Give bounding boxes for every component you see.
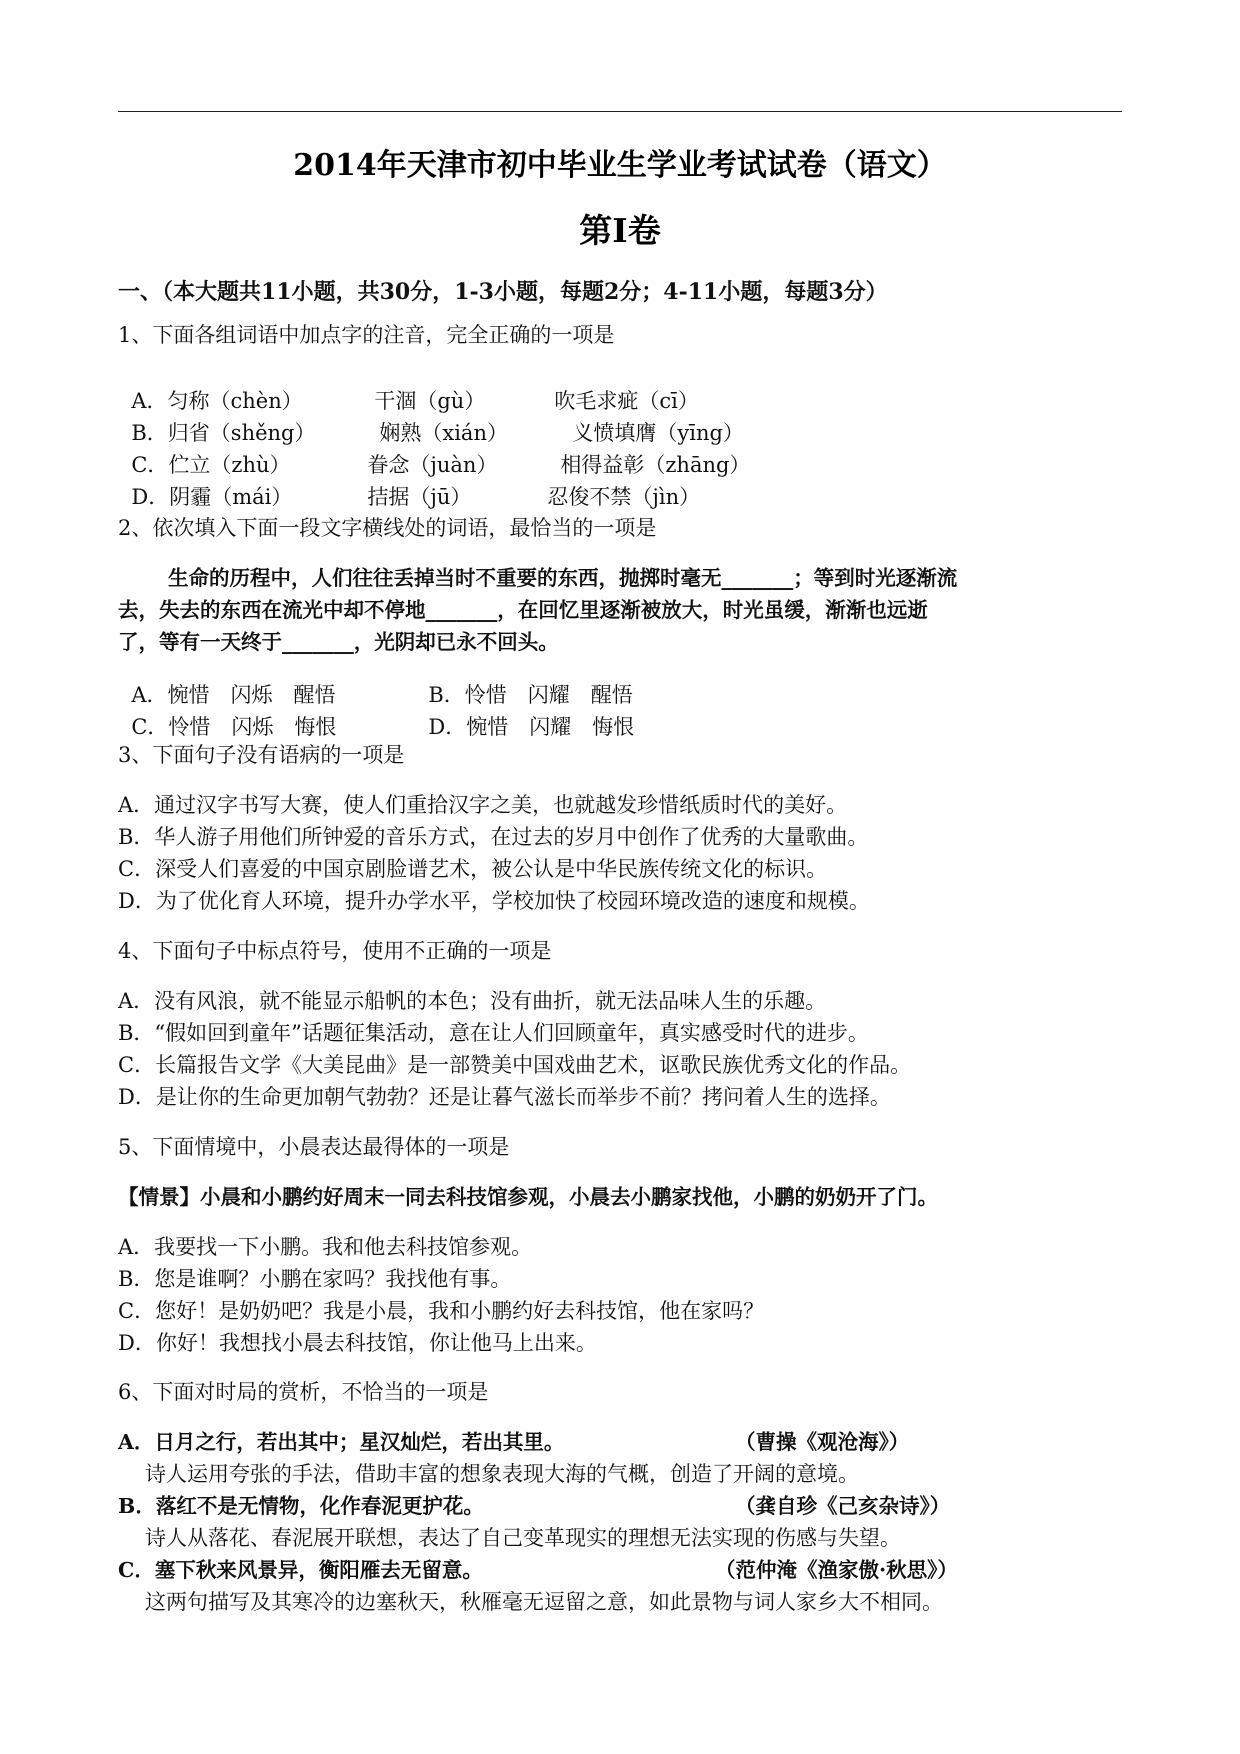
question-2-passage-line-1: 生命的历程中，人们往往丢掉当时不重要的东西，抛掷时毫无_______；等到时光逐渐流	[168, 566, 958, 590]
question-6-option-b-note: 诗人从落花、春泥展开联想，表达了自己变革现实的理想无法实现的伤感与失望。	[145, 1526, 901, 1550]
question-2-passage-line-3: 了，等有一天终于_______，光阴却已永不回头。	[118, 630, 559, 654]
question-2-passage-line-2: 去，失去的东西在流光中却不停地_______，在回忆里逐渐被放大，时光虽缓，渐渐也远逝	[118, 598, 928, 622]
question-5-stem: 5、下面情境中，小晨表达最得体的一项是	[118, 1135, 510, 1159]
question-6-option-c-source: （范仲淹《渔家傲·秋思》）	[715, 1558, 958, 1582]
question-4-option-a[interactable]: A．没有风浪，就不能显示船帆的本色；没有曲折，就无法品味人生的乐趣。	[118, 989, 827, 1013]
question-4-option-c[interactable]: C．长篇报告文学《大美昆曲》是一部赞美中国戏曲艺术，讴歌民族优秀文化的作品。	[118, 1053, 912, 1077]
question-6-option-a-source: （曹操《观沧海》）	[735, 1430, 910, 1454]
question-6-option-c-verse[interactable]: C．塞下秋来风景异，衡阳雁去无留意。	[118, 1558, 483, 1582]
question-5-option-b[interactable]: B．您是谁啊？小鹏在家吗？我找他有事。	[118, 1267, 512, 1291]
question-3-option-d[interactable]: D．为了优化育人环境，提升办学水平，学校加快了校园环境改造的速度和规模。	[118, 889, 870, 913]
question-6-option-b-source: （龚自珍《己亥杂诗》）	[735, 1494, 951, 1518]
volume-title: 第Ⅰ卷	[579, 211, 661, 250]
question-1-stem: 1、下面各组词语中加点字的注音，完全正确的一项是	[118, 323, 615, 347]
question-5-option-d[interactable]: D．你好！我想找小晨去科技馆，你让他马上出来。	[118, 1331, 597, 1355]
question-5-option-a[interactable]: A．我要找一下小鹏。我和他去科技馆参观。	[118, 1235, 533, 1259]
option-a-part-3: 吹毛求疵（cī）	[554, 389, 699, 413]
option-d-part-3: 忍俊不禁（jìn）	[547, 485, 701, 509]
section-heading: 一、（本大题共11小题，共30分，1-3小题，每题2分；4-11小题，每题3分）	[118, 279, 888, 305]
question-6-option-c-note: 这两句描写及其寒冷的边塞秋天，秋雁毫无逗留之意，如此景物与词人家乡大不相同。	[145, 1590, 943, 1614]
option-a-part-2: 干涸（gù）	[374, 389, 486, 413]
option-a[interactable]: A．惋惜 闪烁 醒悟	[131, 683, 336, 707]
question-3-option-a[interactable]: A．通过汉字书写大赛，使人们重拾汉字之美，也就越发珍惜纸质时代的美好。	[118, 793, 848, 817]
option-c-part-2: 眷念（juàn）	[367, 453, 498, 477]
question-6-option-a-note: 诗人运用夸张的手法，借助丰富的想象表现大海的气概，创造了开阔的意境。	[145, 1462, 859, 1486]
question-2-stem: 2、依次填入下面一段文字横线处的词语，最恰当的一项是	[118, 516, 657, 540]
question-6-option-b-verse[interactable]: B．落红不是无情物，化作春泥更护花。	[118, 1494, 484, 1518]
header-rule	[118, 111, 1122, 112]
option-d-part-2: 拮据（jū）	[367, 485, 472, 509]
option-b[interactable]: B．怜惜 闪耀 醒悟	[428, 683, 633, 707]
option-b-part-2: 娴熟（xián）	[379, 421, 508, 445]
question-4-option-b[interactable]: B．“假如回到童年”话题征集活动，意在让人们回顾童年，真实感受时代的进步。	[118, 1021, 869, 1045]
question-2-options-row-2[interactable]	[118, 696, 634, 738]
question-4-option-d[interactable]: D．是让你的生命更加朝气勃勃？还是让暮气滋长而举步不前？拷问着人生的选择。	[118, 1085, 891, 1109]
option-d[interactable]: D．惋惜 闪耀 悔恨	[428, 715, 635, 739]
option-c-part-3: 相得益彰（zhāng）	[560, 453, 751, 477]
question-3-option-b[interactable]: B．华人游子用他们所钟爱的音乐方式，在过去的岁月中创作了优秀的大量歌曲。	[118, 825, 869, 849]
question-5-option-c[interactable]: C．您好！是奶奶吧？我是小晨，我和小鹏约好去科技馆，他在家吗？	[118, 1299, 765, 1323]
question-3-option-c[interactable]: C．深受人们喜爱的中国京剧脸谱艺术，被公认是中华民族传统文化的标识。	[118, 857, 828, 881]
option-c-part-1: C．伫立（zhù）	[131, 453, 291, 477]
question-6-option-a-verse[interactable]: A．日月之行，若出其中；星汉灿烂，若出其里。	[118, 1430, 565, 1454]
question-3-stem: 3、下面句子没有语病的一项是	[118, 743, 405, 767]
question-1-option-d[interactable]	[118, 466, 700, 508]
question-5-scene: 【情景】小晨和小鹏约好周末一同去科技馆参观，小晨去小鹏家找他，小鹏的奶奶开了门。	[118, 1185, 938, 1209]
question-6-stem: 6、下面对时局的赏析，不恰当的一项是	[118, 1380, 489, 1404]
option-b-part-1: B．归省（shěng）	[131, 421, 316, 445]
option-a-part-1: A．匀称（chèn）	[131, 389, 303, 413]
option-c[interactable]: C．怜惜 闪烁 悔恨	[131, 715, 337, 739]
option-d-part-1: D．阴霾（mái）	[131, 485, 293, 509]
option-b-part-3: 义愤填膺（yīng）	[572, 421, 744, 445]
question-4-stem: 4、下面句子中标点符号，使用不正确的一项是	[118, 939, 552, 963]
exam-title: 2014年天津市初中毕业生学业考试试卷（语文）	[293, 148, 947, 183]
